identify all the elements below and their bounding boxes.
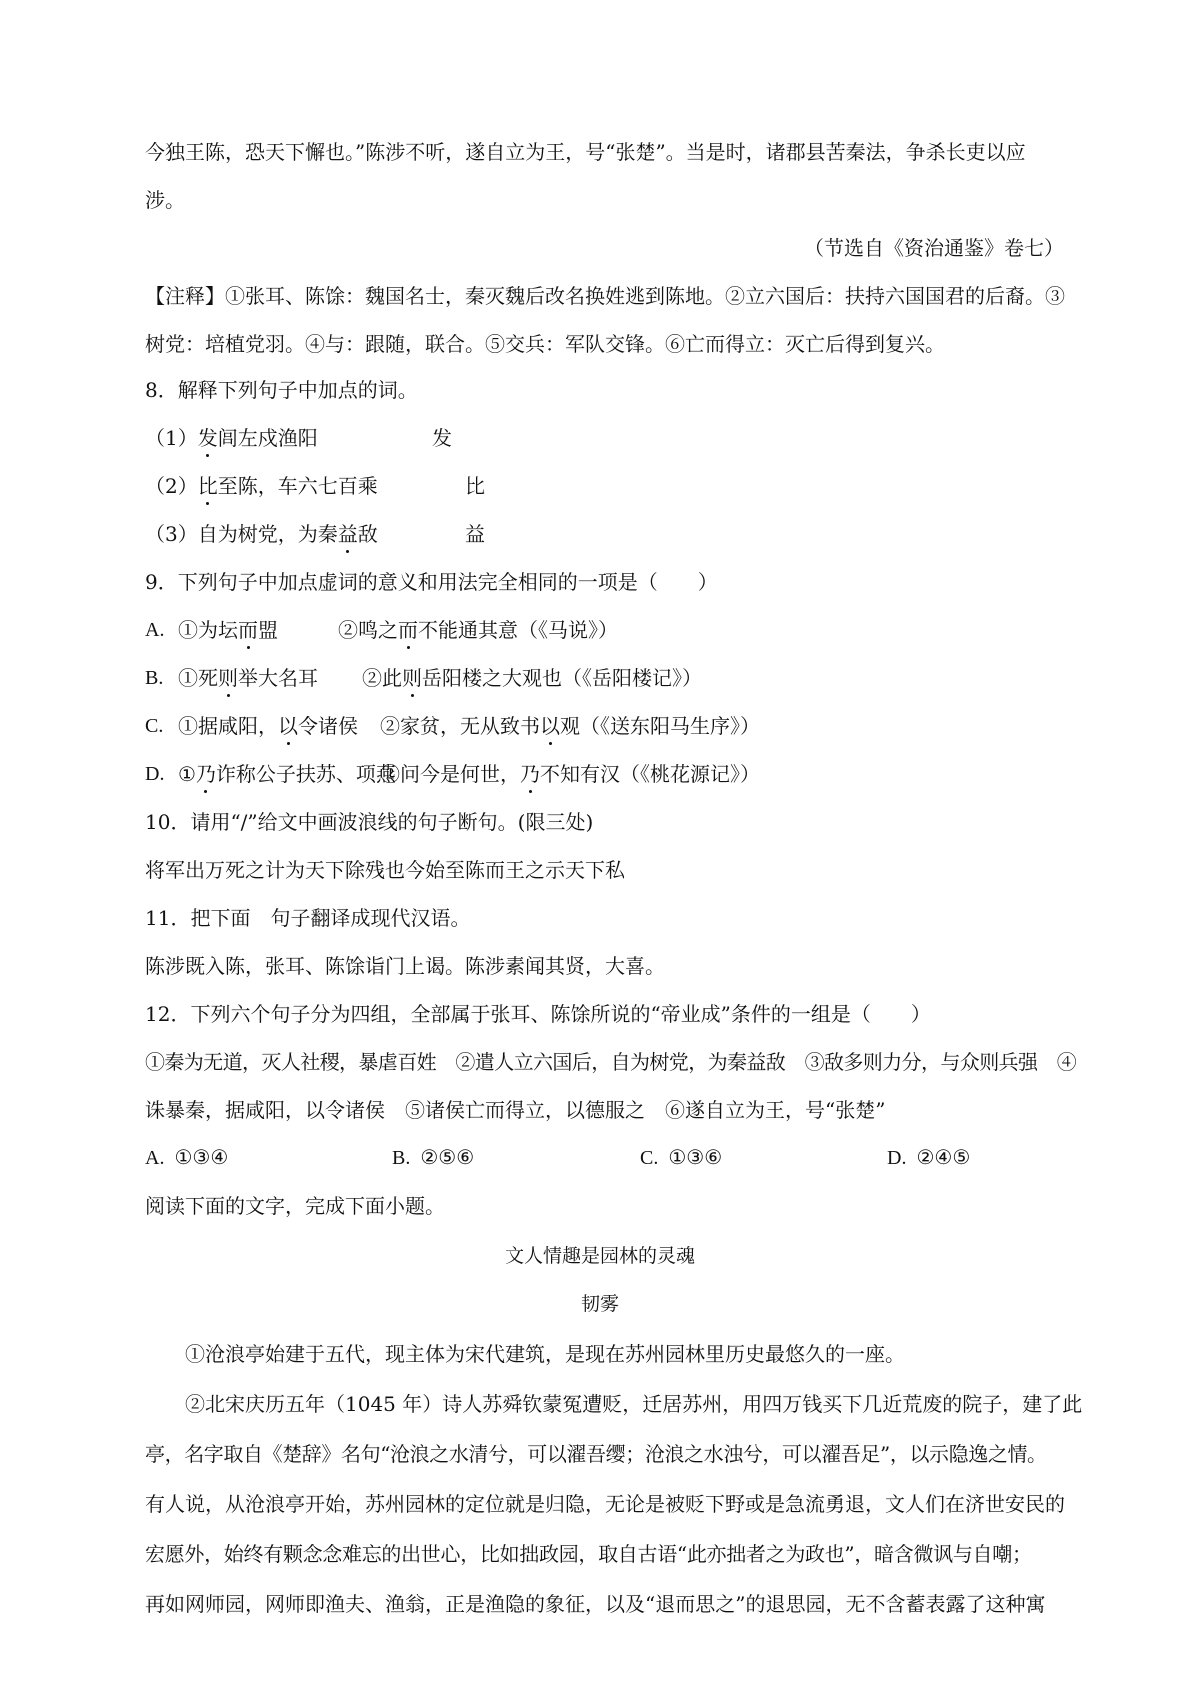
question-10-stem: 10．请用“/”给文中画波浪线的句子断句。(限三处) [145,810,594,834]
dotted-word: 乃 [195,762,216,786]
article-title: 文人情趣是园林的灵魂 [504,1245,695,1267]
dotted-word: 益 [337,522,358,546]
q8-item-2: （2）比至陈，车六七百乘 [145,474,378,498]
q8-answer-1: 发 [432,426,452,450]
article-paragraph-1: ①沧浪亭始建于五代，现主体为宋代建筑，是现在苏州园林里历史最悠久的一座。 [185,1342,905,1366]
question-10-text: 将军出万死之计为天下除残也今始至陈而王之示天下私 [145,858,625,882]
option-sentence-2: ②问今是何世，乃不知有汉（《桃花源记》） [380,762,760,786]
option-letter: B. [145,667,164,689]
question-12-line: 诛暴秦，据咸阳，以令诸侯 ⑤诸侯亡而得立，以德服之 ⑥遂自立为王，号“张楚” [145,1098,886,1122]
question-12-stem: 12．下列六个句子分为四组，全部属于张耳、陈馀所说的“帝业成”条件的一组是（ ） [145,1002,931,1026]
passage-line: 今独王陈，恐天下懈也。”陈涉不听，遂自立为王，号“张楚”。当是时，诸郡县苦秦法，争杀长吏以应 [145,140,1026,164]
article-paragraph-line: ②北宋庆历五年（1045 年）诗人苏舜钦蒙冤遭贬，迁居苏州，用四万钱买下几近荒废的院子，建了此 [185,1392,1083,1416]
q12-option-c: C. ①③⑥ [640,1147,723,1169]
question-11-stem: 11．把下面 句子翻译成现代汉语。 [145,906,471,930]
q8-item-1: （1）发闾左戍渔阳 [145,426,318,450]
question-8-stem: 8．解释下列句子中加点的词。 [145,378,418,402]
dotted-word: 比 [197,474,218,498]
dotted-word: 则 [402,666,422,690]
question-9-stem: 9．下列句子中加点虚词的意义和用法完全相同的一项是（ ） [145,570,718,594]
dotted-word: 以 [278,714,298,738]
option-letter: D. [145,763,165,785]
option-letter: C. [145,715,164,737]
q12-option-b: B. ②⑤⑥ [392,1147,475,1169]
option-sentence-1: ①为坛而盟 [178,618,278,642]
article-paragraph-line: 宏愿外，始终有颗念念难忘的出世心，比如拙政园，取自古语“此亦拙者之为政也”，暗含微讽与自嘲； [145,1542,1032,1566]
passage-line: 涉。 [145,188,185,212]
dotted-word: 而 [398,618,418,642]
article-author: 韧雾 [580,1293,619,1315]
option-letter: A. [145,619,165,641]
annotation-line: 树党：培植党羽。④与：跟随，联合。⑤交兵：军队交锋。⑥亡而得立：灭亡后得到复兴。 [145,332,945,356]
q12-option-d: D. ②④⑤ [887,1147,971,1169]
passage-source: （节选自《资治通鉴》卷七） [804,236,1064,260]
option-sentence-2: ②鸣之而不能通其意（《马说》） [338,618,618,642]
annotation-line: 【注释】①张耳、陈馀：魏国名士，秦灭魏后改名换姓逃到陈地。②立六国后：扶持六国国君的后裔。③ [145,284,1065,308]
option-sentence-1: ①死则举大名耳 [178,666,318,690]
question-11-text: 陈涉既入陈，张耳、陈馀诣门上谒。陈涉素闻其贤，大喜。 [145,954,665,978]
option-sentence-1: ①据咸阳，以令诸侯 [178,714,358,738]
option-sentence-1: ①乃诈称公子扶苏、项燕 [178,762,396,786]
q8-answer-2: 比 [465,474,485,498]
article-paragraph-line: 有人说，从沧浪亭开始，苏州园林的定位就是归隐，无论是被贬下野或是急流勇退，文人们在济世安民的 [145,1492,1065,1516]
article-paragraph-line: 亭，名字取自《楚辞》名句“沧浪之水清兮，可以濯吾缨；沧浪之水浊兮，可以濯吾足”，以示隐逸之情。 [145,1442,1047,1466]
reading-intro: 阅读下面的文字，完成下面小题。 [145,1194,445,1218]
dotted-word: 而 [238,618,258,642]
dotted-word: 以 [540,714,560,738]
option-sentence-2: ②家贫，无从致书以观（《送东阳马生序》） [380,714,760,738]
q8-item-3: （3）自为树党，为秦益敌 [145,522,378,546]
dotted-word: 则 [218,666,238,690]
dotted-word: 乃 [520,762,540,786]
question-12-line: ①秦为无道，灭人社稷，暴虐百姓 ②遣人立六国后，自为树党，为秦益敌 ③敌多则力分，与众则兵强 ④ [145,1050,1077,1074]
q8-answer-3: 益 [465,522,485,546]
article-paragraph-line: 再如网师园，网师即渔夫、渔翁，正是渔隐的象征，以及“退而思之”的退思园，无不含蓄表露了这种寓 [145,1592,1046,1616]
dotted-word: 发 [197,426,218,450]
option-sentence-2: ②此则岳阳楼之大观也（《岳阳楼记》） [362,666,702,690]
q12-option-a: A. ①③④ [145,1147,229,1169]
